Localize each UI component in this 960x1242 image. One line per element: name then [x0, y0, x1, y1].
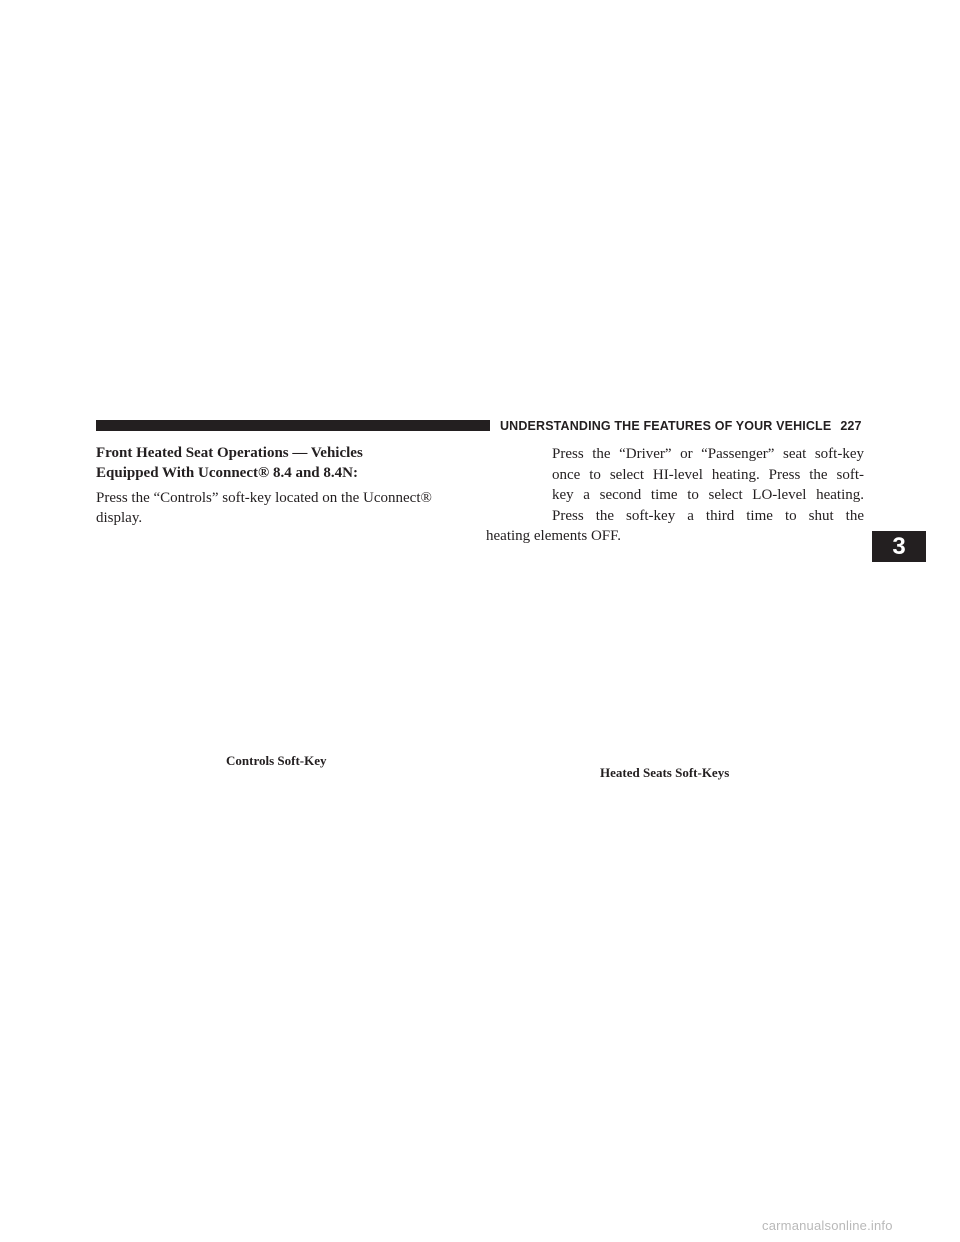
right-paragraph-line-3: key a second time to select LO-level heating. — [552, 487, 864, 503]
running-title: UNDERSTANDING THE FEATURES OF YOUR VEHICLE — [500, 419, 832, 433]
chapter-tab: 3 — [872, 531, 926, 562]
running-header — [500, 418, 862, 434]
page-number: 227 — [840, 419, 862, 433]
figure-caption-heated-seats: Heated Seats Soft-Keys — [600, 765, 730, 780]
header-rule — [96, 420, 490, 431]
section-heading-line-2: Equipped With Uconnect® 8.4 and 8.4N: — [96, 465, 358, 481]
figure-caption-controls: Controls Soft-Key — [226, 753, 327, 768]
right-paragraph-line-5: heating elements OFF. — [486, 528, 622, 544]
right-paragraph-line-4: Press the soft-key a third time to shut the — [552, 507, 864, 524]
left-paragraph-line-2: display. — [96, 510, 143, 526]
right-paragraph-line-2: once to select HI-level heating. Press the soft- — [552, 466, 864, 483]
section-heading — [96, 443, 476, 483]
watermark: carmanualsonline.info — [762, 1218, 893, 1233]
section-heading-line-1: Front Heated Seat Operations — Vehicles — [96, 445, 363, 461]
right-paragraph-line-1: Press the “Driver” or “Passenger” seat soft-key — [552, 446, 864, 462]
right-paragraph — [486, 444, 864, 547]
left-paragraph — [96, 488, 476, 528]
left-paragraph-line-1: Press the “Controls” soft-key located on the Uconnect® — [96, 490, 432, 506]
